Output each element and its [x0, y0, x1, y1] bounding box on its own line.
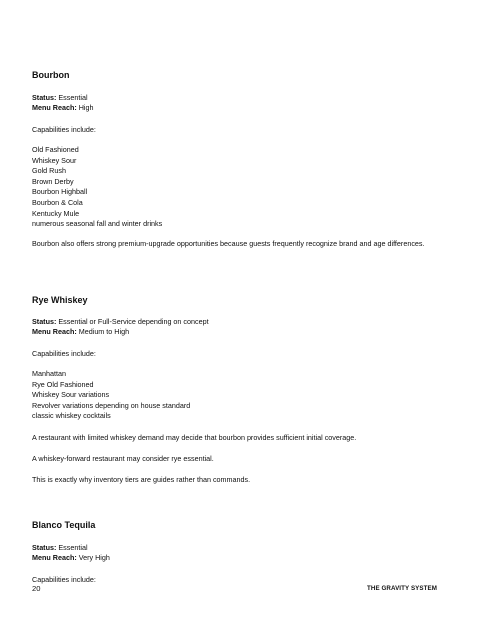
status-line [32, 93, 88, 102]
capabilities-intro: Capabilities include: [32, 575, 96, 584]
note-paragraph: A whiskey-forward restaurant may consider rye essential. [32, 454, 214, 463]
section-title-rye-whiskey: Rye Whiskey [32, 295, 88, 305]
status-value: Essential [58, 93, 88, 102]
status-label: Status: [32, 543, 57, 552]
status-label: Status: [32, 317, 57, 326]
status-line [32, 543, 88, 552]
capabilities-list-rye [32, 369, 190, 422]
list-item: classic whiskey cocktails [32, 411, 111, 421]
page-number: 20 [32, 584, 41, 593]
menu-reach-line [32, 553, 110, 562]
list-item: Manhattan [32, 369, 66, 378]
list-item: numerous seasonal fall and winter drinks [32, 219, 163, 229]
menu-reach-value: Very High [78, 553, 110, 562]
status-value: Essential or Full-Service depending on concept [58, 317, 209, 326]
list-item: Kentucky Mule [32, 208, 80, 218]
capabilities-list-bourbon [32, 145, 162, 230]
list-item: Revolver variations depending on house standard [32, 400, 191, 410]
capabilities-intro: Capabilities include: [32, 349, 96, 358]
section-title-blanco-tequila: Blanco Tequila [32, 520, 96, 530]
list-item: Bourbon & Cola [32, 197, 83, 207]
capabilities-intro: Capabilities include: [32, 125, 96, 134]
menu-reach-value: Medium to High [78, 327, 130, 336]
list-item: Whiskey Sour variations [32, 390, 110, 400]
list-item: Whiskey Sour [32, 155, 77, 165]
menu-reach-line [32, 103, 94, 112]
list-item: Brown Derby [32, 176, 74, 186]
running-footer-title: THE GRAVITY SYSTEM [367, 585, 437, 592]
menu-reach-value: High [78, 103, 94, 112]
menu-reach-label: Menu Reach: [32, 327, 77, 336]
status-line [32, 317, 209, 326]
menu-reach-label: Menu Reach: [32, 103, 77, 112]
note-paragraph: This is exactly why inventory tiers are guides rather than commands. [32, 475, 251, 484]
list-item: Gold Rush [32, 166, 66, 176]
menu-reach-line [32, 327, 129, 336]
note-paragraph: A restaurant with limited whiskey demand may decide that bourbon provides sufficient initial coverage. [32, 433, 357, 442]
note-paragraph: Bourbon also offers strong premium-upgrade opportunities because guests frequently recognize brand and age differences. [32, 239, 425, 248]
list-item: Old Fashioned [32, 145, 79, 154]
list-item: Rye Old Fashioned [32, 379, 94, 389]
section-title-bourbon: Bourbon [32, 70, 70, 80]
status-value: Essential [58, 543, 88, 552]
menu-reach-label: Menu Reach: [32, 553, 77, 562]
status-label: Status: [32, 93, 57, 102]
list-item: Bourbon Highball [32, 187, 88, 197]
